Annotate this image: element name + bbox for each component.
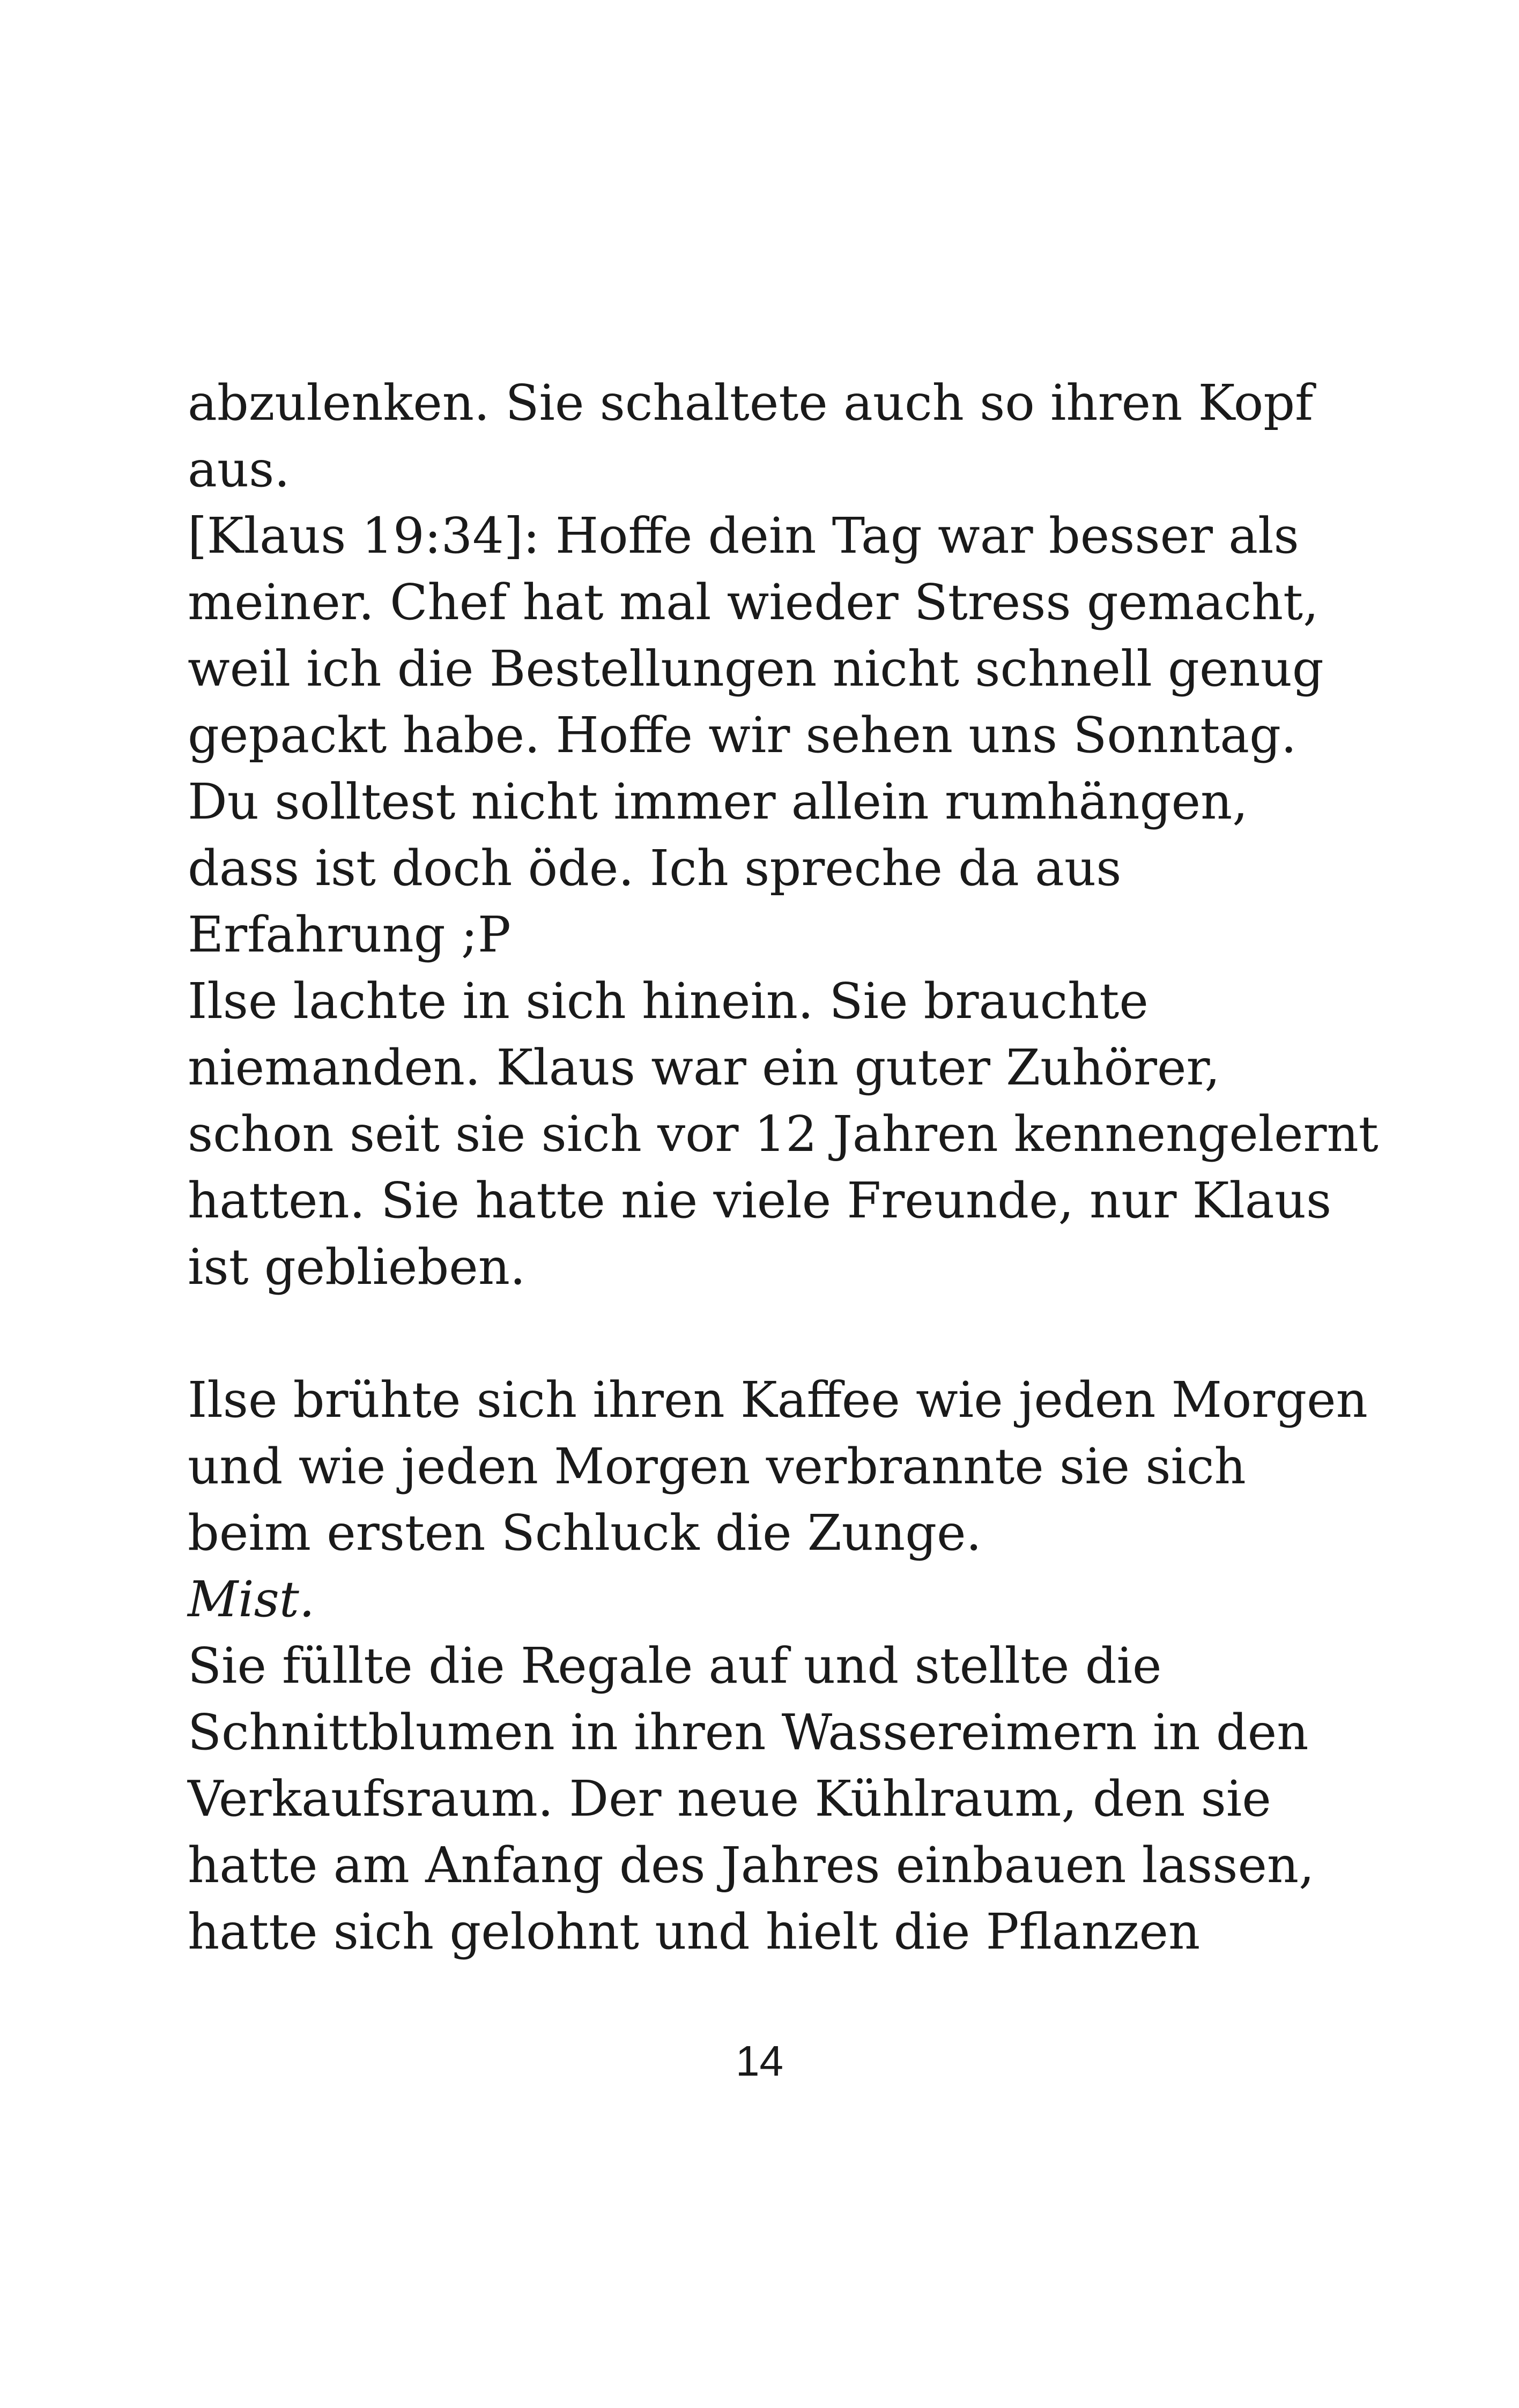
text-line: beim ersten Schluck die Zunge. — [188, 1504, 982, 1562]
text-line: Schnittblumen in ihren Wassereimern in den — [188, 1704, 1309, 1761]
text-line: Ilse brühte sich ihren Kaffee wie jeden Morgen — [188, 1371, 1368, 1429]
text-line: hatte sich gelohnt und hielt die Pflanzen — [188, 1903, 1201, 1960]
italic-thought-line: Mist. — [188, 1571, 315, 1628]
text-line: gepackt habe. Hoffe wir sehen uns Sonntag. — [188, 707, 1297, 764]
text-line: weil ich die Bestellungen nicht schnell genug — [188, 640, 1324, 697]
text-line: ist geblieben. — [188, 1238, 526, 1296]
text-line: hatte am Anfang des Jahres einbauen lassen, — [188, 1837, 1315, 1894]
text-line: meiner. Chef hat mal wieder Stress gemacht, — [188, 574, 1319, 631]
text-line: abzulenken. Sie schaltete auch so ihren Kopf — [188, 374, 1314, 432]
body-text — [188, 370, 1379, 1965]
page-number: 14 — [736, 2037, 783, 2085]
text-line: Du solltest nicht immer allein rumhängen, — [188, 773, 1248, 830]
text-line: Ilse lachte in sich hinein. Sie brauchte — [188, 972, 1148, 1030]
text-line: und wie jeden Morgen verbrannte sie sich — [188, 1438, 1246, 1495]
paragraph-spacer — [188, 1300, 1367, 1367]
text-line: niemanden. Klaus war ein guter Zuhörer, — [188, 1039, 1220, 1096]
text-line: hatten. Sie hatte nie viele Freunde, nur Klaus — [188, 1172, 1332, 1229]
text-line: schon seit sie sich vor 12 Jahren kennengelernt — [188, 1105, 1379, 1163]
text-line: Erfahrung ;P — [188, 906, 511, 963]
text-line: aus. — [188, 441, 290, 498]
text-line: Verkaufsraum. Der neue Kühlraum, den sie — [188, 1770, 1271, 1827]
text-line: dass ist doch öde. Ich spreche da aus — [188, 839, 1122, 897]
text-line: [Klaus 19:34]: Hoffe dein Tag war besser als — [188, 507, 1299, 564]
text-line: Sie füllte die Regale auf und stellte die — [188, 1637, 1162, 1694]
